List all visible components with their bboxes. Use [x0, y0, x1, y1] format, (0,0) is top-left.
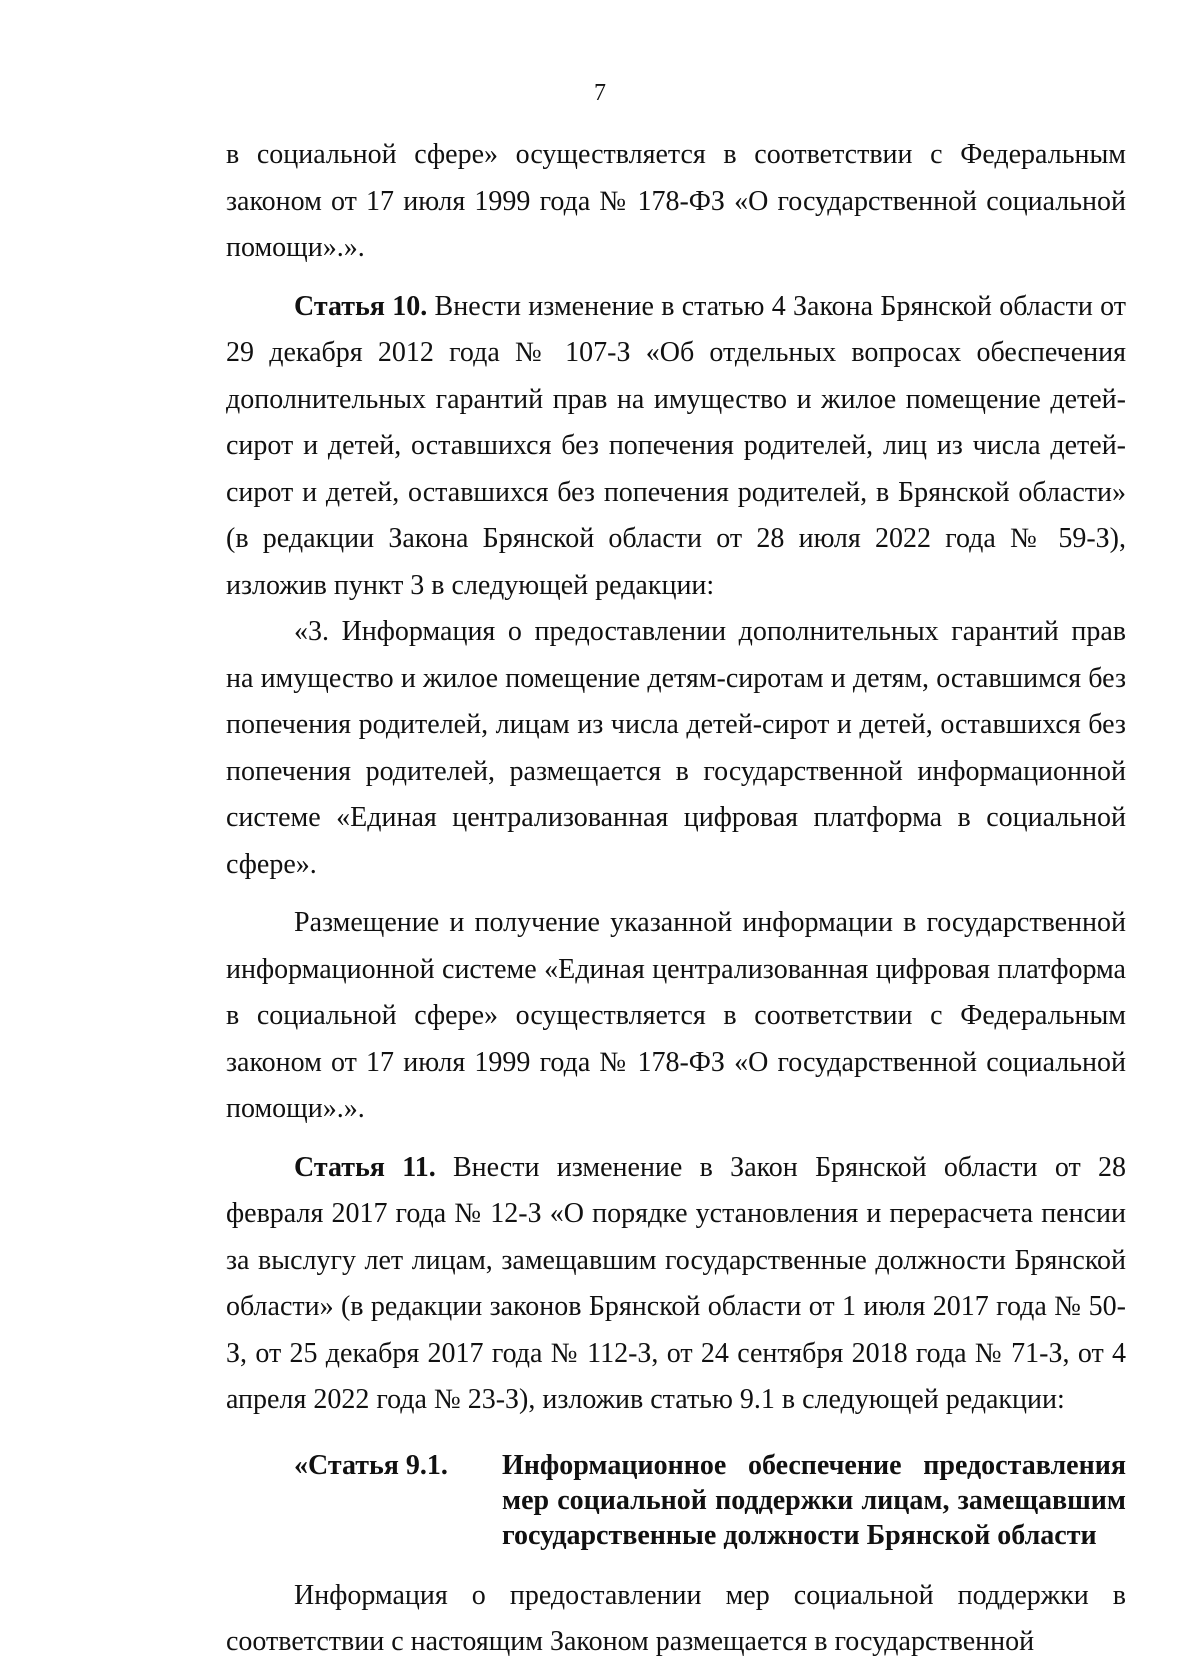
article-9-1-title: Информационное обеспечение предоставления мер социальной поддержки лицам, замещавшим государственные должности Брянской области [502, 1449, 1126, 1551]
article-11-label: Статья 11. [294, 1151, 436, 1183]
article-11-text: Внести изменение в Закон Брянской области от 28 февраля 2017 года № 12-З «О порядке установления и перерасчета пенсии за выслугу лет лицам, замещавшим государственные должности Брянской области» (в редакции законов Брянской области от 1 июля 2017 года № 50-З, от 25 декабря 2017 года № 112-З, от 24 сентября 2018 года № 71-З, от 4 апреля 2022 года № 23-З), изложив статью 9.1 в следующей редакции: [226, 1151, 1126, 1415]
article-10-text: Внести изменение в статью 4 Закона Брянской области от 29 декабря 2012 года № 107-З «Об отдельных вопросах обеспечения дополнительных гарантий прав на имущество и жилое помещение детей-сирот и детей, оставшихся без попечения родителей, лиц из числа детей-сирот и детей, оставшихся без попечения родителей, в Брянской области» (в редакции Закона Брянской области от 28 июля 2022 года № 59-З), изложив пункт 3 в следующей редакции: [226, 290, 1126, 601]
article-9-1-heading [226, 1448, 1126, 1553]
article-10-paragraph [226, 284, 1126, 610]
article-9-1-text: Информация о предоставлении мер социальной поддержки в соответствии с настоящим Законом размещается в государственной [226, 1579, 1126, 1657]
article-10-label: Статья 10. [294, 290, 428, 322]
article-9-1-label: «Статья 9.1. [294, 1449, 448, 1481]
article-10-quoted-paragraph: Размещение и получение указанной информации в государственной информационной системе «Единая централизованная цифровая платформа в социальной сфере» осуществляется в соответствии с Федеральным законом от 17 июля 1999 года № 178-ФЗ «О государственной социальной помощи».». [226, 907, 1126, 1124]
article-11-paragraph [226, 1145, 1126, 1424]
page-number: 7 [594, 80, 606, 106]
document-body [226, 132, 1126, 1666]
article-10-quoted-clause-3: «3. Информация о предоставлении дополнительных гарантий прав на имущество и жилое помещение детям-сиротам и детям, оставшимся без попечения родителей, лицам из числа детей-сирот и детей, оставшихся без попечения родителей, размещается в государственной информационной системе «Единая централизованная цифровая платформа в социальной сфере». [226, 616, 1126, 880]
paragraph-continuation: в социальной сфере» осуществляется в соответствии с Федеральным законом от 17 июля 1999 года № 178-ФЗ «О государственной социальной помощи».». [226, 139, 1126, 263]
